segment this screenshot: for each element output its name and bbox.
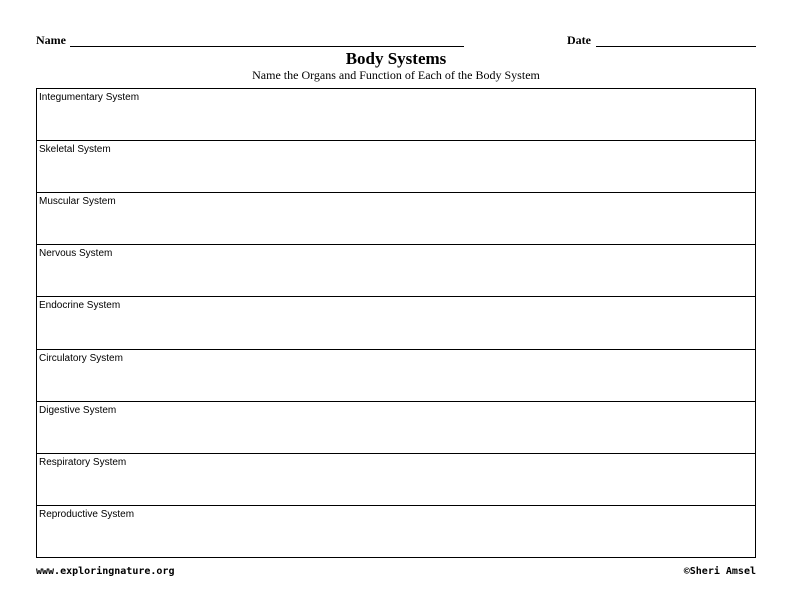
footer-copyright: ©Sheri Amsel (683, 566, 756, 577)
system-row-integumentary[interactable] (37, 89, 755, 140)
system-row-digestive[interactable] (37, 401, 755, 453)
system-label: Muscular System (39, 196, 116, 208)
name-label: Name (36, 33, 66, 47)
page-subtitle: Name the Organs and Function of Each of the Body System (252, 68, 540, 82)
footer-website: www.exploringnature.org (36, 566, 175, 577)
system-row-muscular[interactable] (37, 192, 755, 244)
system-label: Reproductive System (39, 508, 135, 520)
system-row-nervous[interactable] (37, 244, 755, 296)
system-label: Endocrine System (39, 300, 121, 312)
system-label: Nervous System (39, 248, 113, 260)
system-label: Skeletal System (39, 144, 111, 156)
systems-table (36, 88, 756, 558)
date-label: Date (567, 33, 591, 47)
system-row-reproductive[interactable] (37, 505, 755, 557)
system-row-skeletal[interactable] (37, 140, 755, 192)
system-label: Circulatory System (39, 352, 123, 364)
system-row-circulatory[interactable] (37, 349, 755, 401)
date-blank-line[interactable] (596, 46, 756, 47)
system-label: Digestive System (39, 404, 117, 416)
page-title: Body Systems (345, 49, 447, 68)
system-row-endocrine[interactable] (37, 296, 755, 348)
system-label: Integumentary System (39, 92, 140, 103)
system-row-respiratory[interactable] (37, 453, 755, 505)
name-blank-line[interactable] (70, 46, 464, 47)
header-row (36, 33, 756, 49)
system-label: Respiratory System (39, 456, 127, 468)
